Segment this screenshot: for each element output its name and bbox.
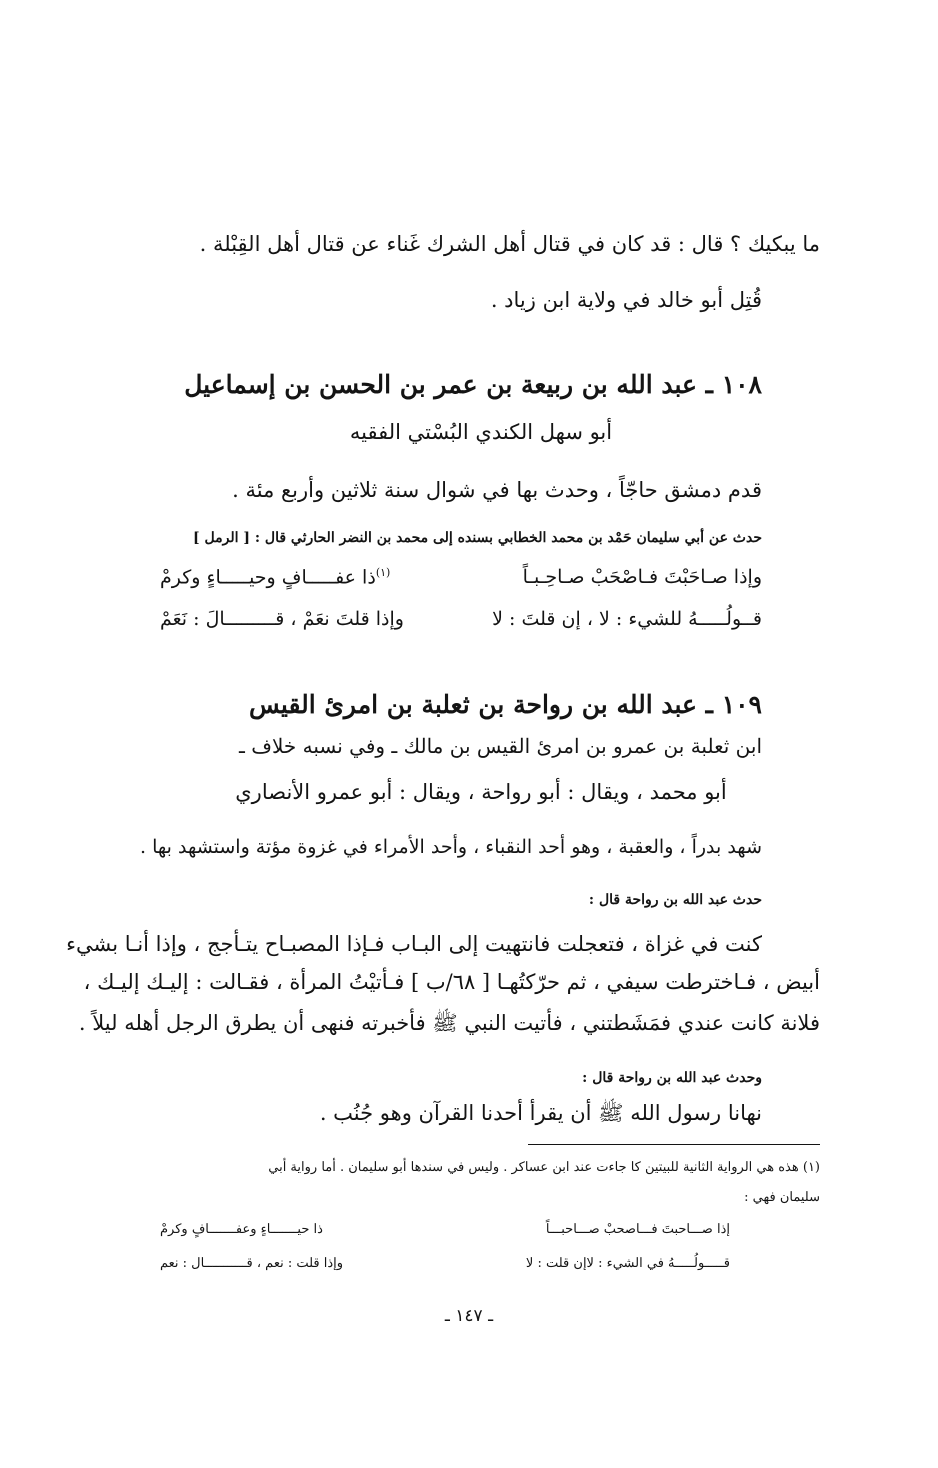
footnote-verse-2-first: قـــــولُـــــهُ في الشيء : لاإن قلت : لا (525, 1256, 730, 1271)
story-line-2: أبيض ، فـاخترطت سيفي ، ثم حرّكتُهـا [ ٦٨/ب ] فـأتيْتُ المرأة ، فقـالت : إليـك إليـك ، (83, 970, 820, 994)
verse-1-second-hemistich: $^{(١)}$ذا عفـــــافٍ وحيـــــاءٍ وكرمْ (160, 566, 391, 589)
footnote-separator (528, 1144, 820, 1145)
footnote-verse-2-second: وإذا قلت : نعم ، قـــــــــــال : نعم (160, 1256, 344, 1271)
entry-108-subheading: أبو سهل الكندي البُسْتي الفقيه (349, 420, 613, 444)
story-line-1: كنت في غزاة ، فتعجلت فانتهيت إلى البـاب فـإذا المصبـاح يتـأجج ، وإذا أنـا بشيء (66, 932, 762, 956)
entry-108-body: قدم دمشق حاجّاً ، وحدث بها في شوال سنة ثلاثين وأربع مئة . (232, 478, 762, 502)
footnote-line-2: سليمان فهي : (744, 1190, 820, 1205)
verse-2-first-hemistich: قــولُـــــهُ للشيء : لا ، إن قلتَ : لا (492, 608, 762, 630)
footnote-line-1: (١) هذه هي الرواية الثانية للبيتين كا جاءت عند ابن عساكر . وليس في سندها أبو سليمان . أما رواية أبي (268, 1160, 820, 1175)
entry-109-isnad-2: وحدث عبد الله بن رواحة قال : (582, 1070, 762, 1086)
footnote-marker: (١) (375, 566, 391, 579)
entry-109-lineage: ابن ثعلبة بن عمرو بن امرئ القيس بن مالك ـ وفي نسبه خلاف ـ (239, 734, 762, 758)
entry-108-heading: ١٠٨ ـ عبد الله بن ربيعة بن عمر بن الحسن بن إسماعيل (184, 370, 762, 399)
entry-109-body: شهد بدراً ، والعقبة ، وهو أحد النقباء ، وأحد الأمراء في غزوة مؤتة واستشهد بها . (140, 836, 762, 858)
entry-109-heading: ١٠٩ ـ عبد الله بن رواحة بن ثعلبة بن امرئ القيس (249, 690, 762, 719)
entry-109-hadith: نهانا رسول الله ﷺ أن يقرأ أحدنا القرآن وهو جُنُب . (319, 1101, 762, 1125)
entry-109-kunya: أبو محمد ، ويقال : أبو رواحة ، ويقال : أبو عمرو الأنصاري (235, 780, 727, 804)
page-number: ـ ١٤٧ ـ (444, 1306, 494, 1326)
continuation-line-2: قُتِل أبو خالد في ولاية ابن زياد . (490, 288, 762, 312)
continuation-line-1: ما يبكيك ؟ قال : قد كان في قتال أهل الشرك غَناء عن قتال أهل القِبْلة . (199, 232, 820, 256)
entry-108-isnad: حدث عن أبي سليمان حَمْد بن محمد الخطابي بسنده إلى محمد بن النضر الحارثي قال : [ الرمل ] (193, 530, 762, 546)
verse-2-second-hemistich: وإذا قلتَ نعَمْ ، قـــــــــالَ : نَعَمْ (160, 608, 404, 630)
entry-109-isnad-1: حدث عبد الله بن رواحة قال : (588, 892, 762, 908)
footnote-verse-1-second: ذا حيـــــــاءٍ وعفـــــــافٍ وكرمْ (160, 1222, 323, 1237)
story-line-3: فلانة كانت عندي فمَشَطتني ، فأتيت النبي ﷺ فأخبرته فنهى أن يطرق الرجل أهله ليلاً . (78, 1011, 820, 1035)
footnote-verse-1-first: إذا صـــاحبتَ فـــاصحبْ صـــاحبـــاً (545, 1222, 730, 1237)
verse-1-first-hemistich: وإذا صـاحَبْتَ فـاصْحَبْ صـاحِـبـاً (522, 566, 762, 588)
